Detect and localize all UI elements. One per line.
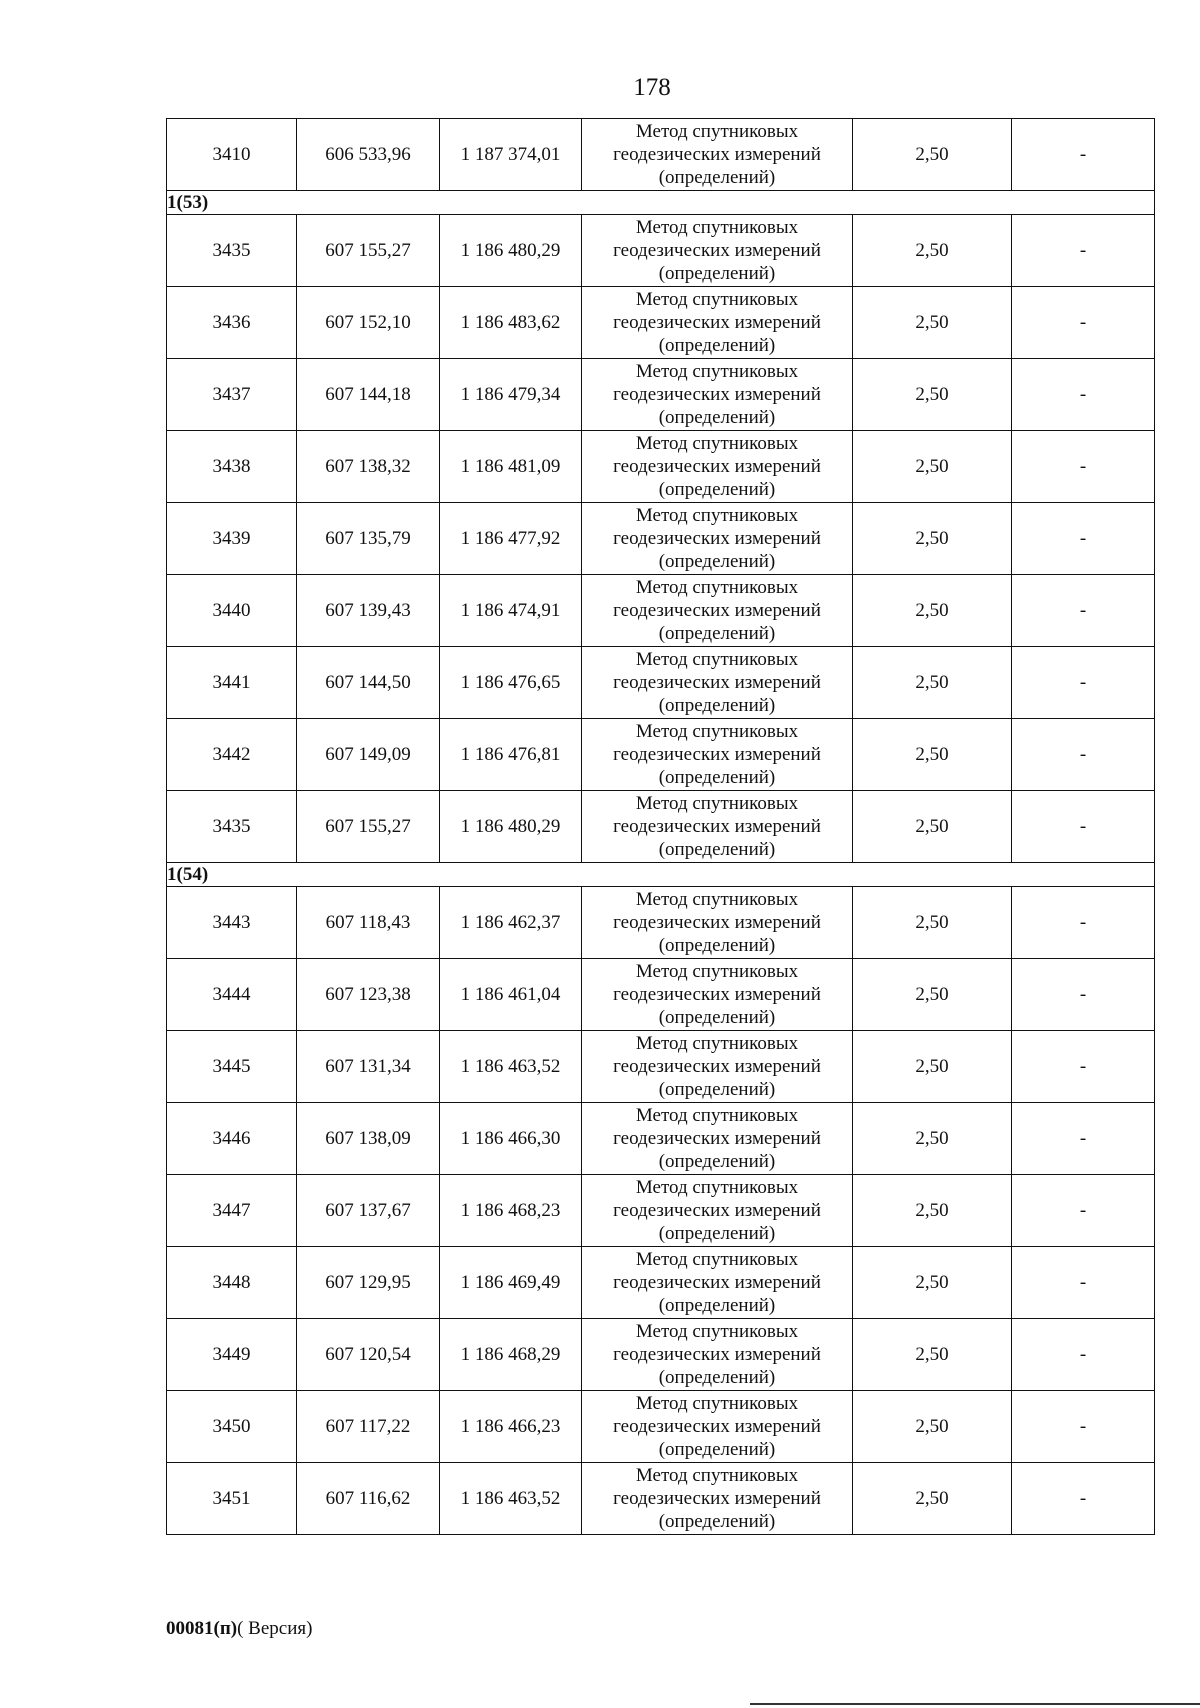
- bottom-rule: [750, 1703, 1200, 1705]
- method-line: Метод спутниковых: [635, 1321, 799, 1342]
- coordinate-x: 607 139,43: [297, 575, 440, 647]
- coordinate-y: 1 186 481,09: [440, 431, 582, 503]
- accuracy-value: 2,50: [853, 359, 1012, 431]
- accuracy-value: 2,50: [853, 575, 1012, 647]
- extra-value: -: [1012, 215, 1155, 287]
- determination-method: [582, 503, 853, 575]
- determination-method: [582, 1319, 853, 1391]
- extra-value: -: [1012, 575, 1155, 647]
- method-line: геодезических измерений: [613, 1056, 821, 1077]
- method-line: геодезических измерений: [613, 816, 821, 837]
- coordinate-x: 607 155,27: [297, 215, 440, 287]
- method-line: Метод спутниковых: [635, 721, 799, 742]
- method-line: (определений): [658, 767, 776, 788]
- coordinate-x: 607 152,10: [297, 287, 440, 359]
- point-number: 3439: [167, 503, 297, 575]
- method-line: геодезических измерений: [613, 240, 821, 261]
- method-line: геодезических измерений: [613, 312, 821, 333]
- extra-value: -: [1012, 119, 1155, 191]
- accuracy-value: 2,50: [853, 215, 1012, 287]
- method-line: Метод спутниковых: [635, 577, 799, 598]
- coordinate-y: 1 186 476,65: [440, 647, 582, 719]
- accuracy-value: 2,50: [853, 1175, 1012, 1247]
- accuracy-value: 2,50: [853, 503, 1012, 575]
- extra-value: -: [1012, 959, 1155, 1031]
- determination-method: [582, 1247, 853, 1319]
- accuracy-value: 2,50: [853, 647, 1012, 719]
- table-row: [167, 887, 1155, 959]
- coordinate-y: 1 186 461,04: [440, 959, 582, 1031]
- table-row: [167, 1463, 1155, 1535]
- coordinate-y: 1 186 480,29: [440, 791, 582, 863]
- method-line: геодезических измерений: [613, 144, 821, 165]
- coordinate-y: 1 187 374,01: [440, 119, 582, 191]
- contour-label: 1(53): [167, 191, 1155, 215]
- method-line: геодезических измерений: [613, 912, 821, 933]
- coordinate-y: 1 186 474,91: [440, 575, 582, 647]
- coordinate-y: 1 186 483,62: [440, 287, 582, 359]
- point-number: 3443: [167, 887, 297, 959]
- document-code: 00081(п): [166, 1618, 238, 1639]
- accuracy-value: 2,50: [853, 431, 1012, 503]
- coordinate-x: 607 149,09: [297, 719, 440, 791]
- point-number: 3435: [167, 791, 297, 863]
- point-number: 3440: [167, 575, 297, 647]
- method-line: Метод спутниковых: [635, 1033, 799, 1054]
- method-line: (определений): [658, 839, 776, 860]
- method-line: геодезических измерений: [613, 1488, 821, 1509]
- coordinate-x: 607 135,79: [297, 503, 440, 575]
- determination-method: [582, 431, 853, 503]
- extra-value: -: [1012, 287, 1155, 359]
- method-line: Метод спутниковых: [635, 289, 799, 310]
- coordinate-x: 607 155,27: [297, 791, 440, 863]
- coordinate-x: 607 129,95: [297, 1247, 440, 1319]
- table-row: [167, 359, 1155, 431]
- accuracy-value: 2,50: [853, 1319, 1012, 1391]
- method-line: Метод спутниковых: [635, 1249, 799, 1270]
- coordinates-table: [166, 118, 1155, 1535]
- table-row: [167, 791, 1155, 863]
- accuracy-value: 2,50: [853, 1103, 1012, 1175]
- method-line: Метод спутниковых: [635, 433, 799, 454]
- table-row: [167, 1247, 1155, 1319]
- method-line: (определений): [658, 935, 776, 956]
- determination-method: [582, 887, 853, 959]
- extra-value: -: [1012, 791, 1155, 863]
- determination-method: [582, 119, 853, 191]
- contour-group-header: [167, 191, 1155, 215]
- method-line: Метод спутниковых: [635, 1465, 799, 1486]
- method-line: (определений): [658, 263, 776, 284]
- accuracy-value: 2,50: [853, 791, 1012, 863]
- point-number: 3441: [167, 647, 297, 719]
- method-line: Метод спутниковых: [635, 961, 799, 982]
- point-number: 3446: [167, 1103, 297, 1175]
- point-number: 3435: [167, 215, 297, 287]
- table-row: [167, 1391, 1155, 1463]
- determination-method: [582, 959, 853, 1031]
- method-line: Метод спутниковых: [635, 217, 799, 238]
- coordinate-x: 607 144,50: [297, 647, 440, 719]
- coordinate-x: 606 533,96: [297, 119, 440, 191]
- table-row: [167, 119, 1155, 191]
- coordinate-y: 1 186 477,92: [440, 503, 582, 575]
- method-line: (определений): [658, 479, 776, 500]
- table-row: [167, 575, 1155, 647]
- accuracy-value: 2,50: [853, 719, 1012, 791]
- determination-method: [582, 575, 853, 647]
- method-line: (определений): [658, 1511, 776, 1532]
- determination-method: [582, 791, 853, 863]
- determination-method: [582, 215, 853, 287]
- method-line: (определений): [658, 335, 776, 356]
- method-line: (определений): [658, 1439, 776, 1460]
- extra-value: -: [1012, 1103, 1155, 1175]
- coordinate-y: 1 186 476,81: [440, 719, 582, 791]
- method-line: Метод спутниковых: [635, 889, 799, 910]
- coordinate-x: 607 131,34: [297, 1031, 440, 1103]
- coordinate-y: 1 186 466,30: [440, 1103, 582, 1175]
- method-line: геодезических измерений: [613, 384, 821, 405]
- accuracy-value: 2,50: [853, 1391, 1012, 1463]
- accuracy-value: 2,50: [853, 959, 1012, 1031]
- extra-value: -: [1012, 1319, 1155, 1391]
- method-line: геодезических измерений: [613, 528, 821, 549]
- method-line: Метод спутниковых: [635, 649, 799, 670]
- determination-method: [582, 359, 853, 431]
- determination-method: [582, 1463, 853, 1535]
- table-row: [167, 1031, 1155, 1103]
- table-row: [167, 215, 1155, 287]
- point-number: 3436: [167, 287, 297, 359]
- determination-method: [582, 719, 853, 791]
- coordinates-table-body: [167, 119, 1155, 1535]
- method-line: геодезических измерений: [613, 984, 821, 1005]
- extra-value: -: [1012, 503, 1155, 575]
- coordinate-y: 1 186 480,29: [440, 215, 582, 287]
- method-line: геодезических измерений: [613, 1344, 821, 1365]
- extra-value: -: [1012, 1391, 1155, 1463]
- coordinate-y: 1 186 466,23: [440, 1391, 582, 1463]
- point-number: 3442: [167, 719, 297, 791]
- method-line: (определений): [658, 1223, 776, 1244]
- table-row: [167, 1175, 1155, 1247]
- method-line: геодезических измерений: [613, 600, 821, 621]
- accuracy-value: 2,50: [853, 1247, 1012, 1319]
- table-row: [167, 503, 1155, 575]
- point-number: 3448: [167, 1247, 297, 1319]
- coordinate-x: 607 120,54: [297, 1319, 440, 1391]
- method-line: (определений): [658, 551, 776, 572]
- accuracy-value: 2,50: [853, 1463, 1012, 1535]
- determination-method: [582, 1175, 853, 1247]
- accuracy-value: 2,50: [853, 1031, 1012, 1103]
- coordinate-y: 1 186 468,23: [440, 1175, 582, 1247]
- method-line: Метод спутниковых: [635, 1105, 799, 1126]
- table-row: [167, 431, 1155, 503]
- method-line: Метод спутниковых: [635, 121, 799, 142]
- method-line: Метод спутниковых: [635, 1177, 799, 1198]
- determination-method: [582, 1391, 853, 1463]
- point-number: 3450: [167, 1391, 297, 1463]
- method-line: геодезических измерений: [613, 456, 821, 477]
- extra-value: -: [1012, 359, 1155, 431]
- point-number: 3451: [167, 1463, 297, 1535]
- determination-method: [582, 1103, 853, 1175]
- point-number: 3438: [167, 431, 297, 503]
- coordinate-x: 607 116,62: [297, 1463, 440, 1535]
- method-line: Метод спутниковых: [635, 1393, 799, 1414]
- extra-value: -: [1012, 1175, 1155, 1247]
- coordinate-x: 607 123,38: [297, 959, 440, 1031]
- extra-value: -: [1012, 719, 1155, 791]
- coordinate-y: 1 186 462,37: [440, 887, 582, 959]
- coordinate-y: 1 186 463,52: [440, 1463, 582, 1535]
- document-footer: [166, 1618, 312, 1640]
- table-row: [167, 719, 1155, 791]
- table-row: [167, 647, 1155, 719]
- extra-value: -: [1012, 431, 1155, 503]
- method-line: геодезических измерений: [613, 1416, 821, 1437]
- method-line: геодезических измерений: [613, 1272, 821, 1293]
- method-line: геодезических измерений: [613, 1200, 821, 1221]
- extra-value: -: [1012, 1463, 1155, 1535]
- method-line: (определений): [658, 623, 776, 644]
- method-line: геодезических измерений: [613, 672, 821, 693]
- method-line: (определений): [658, 167, 776, 188]
- table-row: [167, 287, 1155, 359]
- coordinate-x: 607 138,32: [297, 431, 440, 503]
- point-number: 3437: [167, 359, 297, 431]
- table-row: [167, 1319, 1155, 1391]
- page-number: 178: [633, 74, 671, 101]
- coordinate-x: 607 117,22: [297, 1391, 440, 1463]
- method-line: (определений): [658, 1151, 776, 1172]
- coordinate-y: 1 186 479,34: [440, 359, 582, 431]
- document-version: ( Версия): [237, 1618, 313, 1639]
- coordinate-y: 1 186 463,52: [440, 1031, 582, 1103]
- accuracy-value: 2,50: [853, 119, 1012, 191]
- method-line: Метод спутниковых: [635, 505, 799, 526]
- method-line: (определений): [658, 1079, 776, 1100]
- extra-value: -: [1012, 1247, 1155, 1319]
- method-line: Метод спутниковых: [635, 793, 799, 814]
- method-line: (определений): [658, 407, 776, 428]
- method-line: геодезических измерений: [613, 744, 821, 765]
- extra-value: -: [1012, 647, 1155, 719]
- point-number: 3444: [167, 959, 297, 1031]
- determination-method: [582, 647, 853, 719]
- accuracy-value: 2,50: [853, 887, 1012, 959]
- determination-method: [582, 1031, 853, 1103]
- contour-label: 1(54): [167, 863, 1155, 887]
- point-number: 3447: [167, 1175, 297, 1247]
- method-line: (определений): [658, 1295, 776, 1316]
- coordinate-x: 607 137,67: [297, 1175, 440, 1247]
- point-number: 3449: [167, 1319, 297, 1391]
- point-number: 3445: [167, 1031, 297, 1103]
- method-line: (определений): [658, 1007, 776, 1028]
- method-line: Метод спутниковых: [635, 361, 799, 382]
- method-line: геодезических измерений: [613, 1128, 821, 1149]
- table-row: [167, 1103, 1155, 1175]
- coordinate-x: 607 118,43: [297, 887, 440, 959]
- table-row: [167, 959, 1155, 1031]
- method-line: (определений): [658, 1367, 776, 1388]
- accuracy-value: 2,50: [853, 287, 1012, 359]
- extra-value: -: [1012, 887, 1155, 959]
- coordinate-x: 607 138,09: [297, 1103, 440, 1175]
- coordinate-y: 1 186 469,49: [440, 1247, 582, 1319]
- method-line: (определений): [658, 695, 776, 716]
- extra-value: -: [1012, 1031, 1155, 1103]
- contour-group-header: [167, 863, 1155, 887]
- determination-method: [582, 287, 853, 359]
- point-number: 3410: [167, 119, 297, 191]
- coordinate-y: 1 186 468,29: [440, 1319, 582, 1391]
- coordinate-x: 607 144,18: [297, 359, 440, 431]
